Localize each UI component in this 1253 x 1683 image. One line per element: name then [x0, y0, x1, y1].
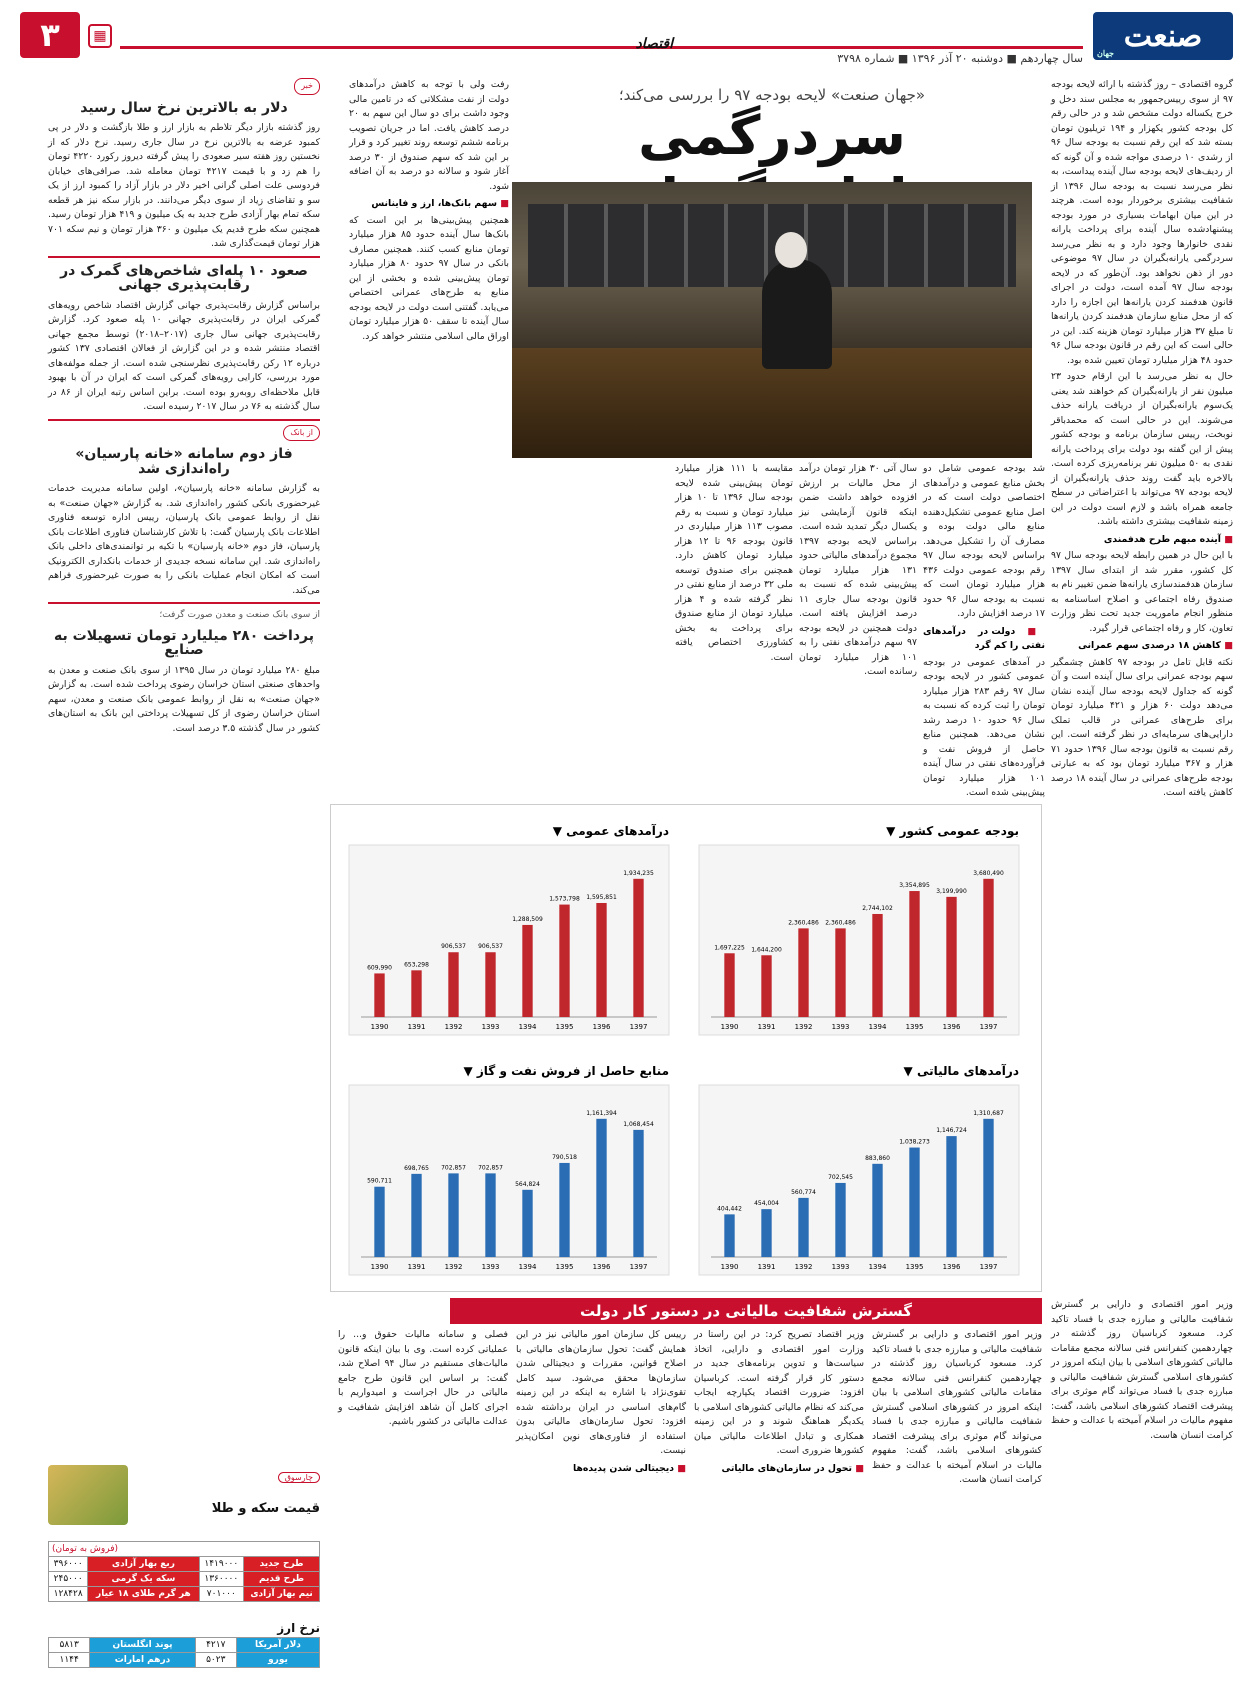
tick-label: 1395 — [555, 1263, 574, 1271]
bottom-col-c: رییس کل سازمان امور مالیاتی نیز در این همایش گفت: تحول سازمان‌های مالیاتی با اصلاح قوانین، مقررات و دیجیتالی شدن سازمان‌ها محقق می‌شود. سید کامل تقوی‌نژاد با اشاره به اینکه در این زمینه گام‌های اساسی در ایران برداشته شده افزود: تحول سازمان‌های مالیاتی بدون استفاده از فناوری‌های نوین امکان‌پذیر نیست. ■ دیجیتالی شدن پدیده‌ها — [516, 1328, 686, 1673]
price-label: نیم بهار آزادی — [244, 1587, 320, 1602]
chart-bar — [946, 897, 956, 1017]
tick-label: 1390 — [370, 1263, 389, 1271]
chart-bar — [946, 1136, 956, 1257]
chart-bar — [909, 891, 919, 1017]
chart-bar — [522, 925, 532, 1017]
money-image — [48, 1465, 128, 1525]
price-row — [49, 1587, 320, 1602]
chart-bar — [411, 970, 421, 1017]
article-col-4: مقایسه با ۱۱۱ هزار میلیارد تومان پیش‌بینی شده لایحه بودجه سال ۱۳۹۶ تا ۱۰ هزار میلیارد تومان و نسبت به رقم مصوب ۱۱۳ هزار میلیاردی در قانون بودجه ۹۶ تا ۱۲ هزار میلیارد تومان کاهش دارد. همچنین برای صندوق توسعه ملی ۳۲ درصد از منابع نفتی در نظر گرفته شده و ۴ هزار میلیارد تومان از منابع صندوق برای پرداخت به بخش کشاورزی اختصاص یافته است. — [675, 463, 793, 663]
tick-label: 1393 — [481, 1263, 500, 1271]
chart-bar — [559, 1163, 569, 1257]
data-label: 590,711 — [367, 1177, 392, 1185]
tick-label: 1391 — [407, 1263, 426, 1271]
tick-label: 1394 — [868, 1023, 887, 1031]
tick-label: 1396 — [942, 1023, 961, 1031]
chart-plot-area — [349, 845, 669, 1035]
data-label: 2,360,486 — [825, 919, 856, 927]
chart-plot-area — [699, 1085, 1019, 1275]
masthead-rule — [120, 46, 1083, 49]
coin-title: قیمت سکه و طلا — [211, 1501, 320, 1516]
data-label: 1,934,235 — [623, 869, 654, 877]
article-col-5: رفت ولی با توجه به کاهش درآمدهای دولت از نفت مشکلاتی که در تامین مالی وجود داشت برای دو سال این سهم به ۲۰ درصد کاهش یافت. اما در جریان تصویب برنامه ششم توسعه روند تغییر کرد و قرار بر این شد که سهم صندوق از ۳۰ درصد آغاز شود و سالانه دو درصد به آن اضافه شود. ■ سهم بانک‌ها، ارز و فاینانس همچنین پیش‌بینی‌ها بر این است که بانک‌ها سال آینده حدود ۸۵ هزار میلیارد تومان منابع کسب کنند. همچنین مصارف بانکی در سال ۹۷ حدود ۸۰ هزار میلیارد تومان پیش‌بینی شده و بخشی از این منابع به طرح‌های عمرانی اختصاص می‌یابد. گفتنی است دولت در لایحه بودجه سال آینده تا سقف ۵۰ هزار میلیارد تومان اوراق مالی اسلامی منتشر خواهد کرد. — [349, 78, 509, 788]
data-label: 3,680,490 — [973, 869, 1004, 877]
data-label: 1,146,724 — [936, 1127, 967, 1135]
data-label: 564,824 — [515, 1180, 540, 1188]
data-label: 653,298 — [404, 961, 429, 969]
bottom-col-a: وزیر امور اقتصادی و دارایی بر گسترش شفافیت مالیاتی و مبارزه جدی با فساد تاکید کرد. مسعود کرباسیان روز گذشته در چهاردهمین کنفرانس فنی سالانه مجمع مقامات مالیاتی کشورهای اسلامی با بیان اینکه امروز در کشورهای اسلامی گسترش شفافیت مالیاتی و مبارزه جدی با فساد می‌تواند گام موثری برای پیشرفت اقتصاد کشورهای اسلامی باشد، گفت: مفهوم مالیات در اسلام آمیخته با عدالت و حفظ کرامت انسان هاست. — [872, 1329, 1042, 1485]
bottom-article — [330, 1298, 1042, 1678]
news3-title[interactable]: فاز دوم سامانه «خانه پارسیان» راه‌اندازی شد — [75, 446, 293, 477]
chart-bar — [983, 879, 993, 1017]
masthead — [20, 8, 1233, 70]
data-label: 702,545 — [828, 1173, 853, 1181]
bottom-col-b: وزیر اقتصاد تصریح کرد: در این راستا در وزارت امور اقتصادی و دارایی، اتخاذ سیاست‌ها و تدوین برنامه‌های جدید در دستور کار قرار گرفته است. کرباسیان افزود: ضرورت اقتصاد یکپارچه ایجاب می‌کند که نظام مالیاتی کشورهای اسلامی با یکدیگر هماهنگ شوند و در این زمینه همکاری و تبادل اطلاعات مالیاتی میان کشورها ضروری است. ■ تحول در سازمان‌های مالیاتی — [694, 1328, 864, 1673]
price-value: ۵۰۲۳ — [195, 1653, 236, 1668]
chart-title: درآمدهای عمومی ▼ — [552, 824, 669, 838]
market-box — [48, 1465, 320, 1675]
chart-bar — [798, 928, 808, 1017]
tick-label: 1396 — [592, 1263, 611, 1271]
chart-title: منابع حاصل از فروش نفت و گاز ▼ — [463, 1064, 669, 1078]
price-value: ۱۳۶۰۰۰۰ — [199, 1572, 244, 1587]
news2-title[interactable]: صعود ۱۰ پله‌ای شاخص‌های گمرک در رقابت‌پذیری جهانی — [60, 262, 308, 293]
data-label: 906,537 — [478, 943, 503, 951]
price-value: ۷۰۱۰۰۰ — [199, 1587, 244, 1602]
chart-bar — [559, 905, 569, 1017]
price-label: هر گرم طلای ۱۸ عیار — [88, 1587, 199, 1602]
tick-label: 1393 — [831, 1023, 850, 1031]
tick-label: 1392 — [794, 1263, 813, 1271]
chart-bar — [724, 953, 734, 1017]
data-label: 906,537 — [441, 943, 466, 951]
data-label: 1,068,454 — [623, 1120, 654, 1128]
page-number: ۳ — [20, 12, 80, 58]
chart-bar — [374, 973, 384, 1017]
news3-body: به گزارش سامانه «خانه پارسیان»، اولین سامانه مدیریت خدمات غیرحضوری بانکی کشور راه‌اندازی شد. به گزارش «جهان صنعت» به نقل از روابط عمومی بانک پارسیان، رییس اداره توسعه فناوری اطلاعات بانک پارسیان گفت: با تلاش کارشناسان فناوری اطلاعات بانک پارسیان، فاز دوم «خانه پارسیان» با تکیه بر توانمندی‌های داخلی بانک راه‌اندازی شد. این سامانه نسخه جدیدی از خدمات بانکداری الکترونیک است که امکان انجام عملیات بانکی را به صورت غیرحضوری فراهم می‌کند. — [48, 483, 320, 596]
chart-bar — [798, 1198, 808, 1257]
price-value: ۱۲۸۴۲۸ — [49, 1587, 88, 1602]
tick-label: 1395 — [555, 1023, 574, 1031]
data-label: 1,595,851 — [586, 893, 617, 901]
data-label: 702,857 — [478, 1164, 503, 1172]
data-label: 790,518 — [552, 1153, 577, 1161]
price-label: طرح جدید — [244, 1557, 320, 1572]
tick-label: 1394 — [518, 1023, 537, 1031]
price-row — [49, 1638, 320, 1653]
bank-tag: از بانک — [283, 425, 320, 442]
data-label: 1,573,798 — [549, 895, 580, 903]
price-value: ۵۸۱۳ — [49, 1638, 90, 1653]
fx-table — [48, 1637, 320, 1668]
price-label: یورو — [236, 1653, 319, 1668]
price-label: دلار آمریکا — [236, 1638, 319, 1653]
headline-kicker: «جهان صنعت» لایحه بودجه ۹۷ را بررسی می‌کند؛ — [618, 86, 926, 104]
tick-label: 1392 — [444, 1263, 463, 1271]
market-tag: چارسوق — [278, 1472, 320, 1483]
chart-bar — [909, 1148, 919, 1257]
chart-bar — [633, 879, 643, 1017]
data-label: 1,310,687 — [973, 1109, 1004, 1117]
price-label: طرح قدیم — [244, 1572, 320, 1587]
chart-bar — [374, 1187, 384, 1257]
data-label: 1,697,225 — [714, 944, 745, 952]
price-value: ۱۱۴۴ — [49, 1653, 90, 1668]
data-label: 3,354,895 — [899, 882, 930, 890]
chart-bar — [872, 1164, 882, 1257]
news-tag: خبر — [294, 78, 320, 95]
data-label: 1,161,394 — [586, 1109, 617, 1117]
data-label: 609,990 — [367, 964, 392, 972]
chart-title: درآمدهای مالیاتی ▼ — [903, 1064, 1019, 1078]
tick-label: 1397 — [629, 1023, 648, 1031]
chart-bar — [761, 955, 771, 1017]
chart-bar — [522, 1190, 532, 1257]
tick-label: 1394 — [518, 1263, 537, 1271]
tick-label: 1391 — [757, 1263, 776, 1271]
bottom-headline[interactable]: گسترش شفافیت مالیاتی در دستور کار دولت — [450, 1298, 1042, 1324]
data-label: 1,288,509 — [512, 915, 543, 923]
news4-kicker: از سوی بانک صنعت و معدن صورت گرفت؛ — [159, 610, 320, 620]
left-sidebar — [48, 78, 320, 1458]
tick-label: 1392 — [794, 1023, 813, 1031]
chart-bar — [485, 1173, 495, 1257]
news4-title[interactable]: پرداخت ۲۸۰ میلیارد تومان تسهیلات به صنایع — [54, 627, 314, 658]
data-label: 2,360,486 — [788, 919, 819, 927]
chart-plot-area — [349, 1085, 669, 1275]
chart-bar — [485, 952, 495, 1017]
article-col-3: سال آتی ۳۰ هزار تومان درآمد از محل مالیات بر ارزش افزوده خواهد داشت ضمن اینکه قانون آزمایشی نیز یکسال دیگر تمدید شده است. براساس لایحه بودجه ۱۳۹۷ مجموع درآمدهای مالیاتی حدود ۱۳۱ هزار میلیارد تومان پیش‌بینی شده که نسبت به قانون بودجه سال جاری ۱۱ درصد افزایش یافته است. دولت همچنین در لایحه بودجه ۹۷ سهم درآمدهای نفتی را به ۱۰۱ هزار میلیارد تومان رسانده است. — [799, 463, 917, 677]
chart-bar — [448, 952, 458, 1017]
data-label: 2,744,102 — [862, 904, 893, 912]
newspaper-logo[interactable]: صنعت جهان — [1093, 12, 1233, 60]
charts-panel — [330, 804, 1042, 1292]
price-value: ۲۴۵۰۰۰ — [49, 1572, 88, 1587]
main-photo — [512, 182, 1032, 458]
price-label: ربع بهار آزادی — [88, 1557, 199, 1572]
article-col-1: گروه اقتصادی – روز گذشته با ارائه لایحه بودجه ۹۷ از سوی رییس‌جمهور به مجلس سند دخل و خرج یکساله دولت مشخص شد و در حالی رقم کل بودجه کشور یکهزار و ۱۹۴ تریلیون تومان بسته شد که این رقم نسبت به بودجه سال ۹۶ از رشدی ۱۰ درصدی مواجه شده و آن گونه که از ردیف‌های لایحه بودجه سال آینده پیداست، به نظر می‌رسد نسبت به بودجه سال ۱۳۹۶ از شفافیت بیشتری برخوردار بوده است. هرچند در این میان ابهامات بسیاری در مورد بودجه پیشنهادشده سال آینده برای پرداخت یارانه نقدی خانوارها وجود دارد و به نظر می‌رسد سردرگمی یارانه‌بگیران در سال ۹۷ موضوعی دور از ذهن نخواهد بود. آن‌طور که در لایحه بودجه سال ۹۷ آمده است، دولت در اجرای قانون هدفمند کردن یارانه‌ها این اجازه را دارد که از محل منابع سازمان هدفمند کردن یارانه‌ها تا مبلغ ۳۷ هزار میلیارد تومان هزینه کند. این در حالی است که این رقم در قانون بودجه سال ۹۶ حدود ۴۸ هزار میلیارد تومان تعیین شده بود. حال به نظر می‌رسد با این ارقام حدود ۲۳ میلیون نفر از یارانه‌بگیران کم خواهند شد یعنی یک‌سوم یارانه‌بگیران از دریافت یارانه حذف می‌شوند. این در حالی است که محمدباقر نوبخت، رییس سازمان برنامه و بودجه کشور پیش از این گفته بود دولت برای پرداخت یارانه نقدی به ۵۰ میلیون نفر برنامه‌ریزی کرده است. بالاخره باید گفت روند حذف یارانه‌بگیران از لایحه بودجه ۹۷ می‌تواند با اعتراضاتی در سطح جامعه همراه باشد و لازم است دولت در این زمینه شفافیت بیشتری داشته باشد. ■ آینده مبهم طرح هدفمندی با این حال در همین رابطه لایحه بودجه سال ۹۷ کل کشور، مقرر شد از ابتدای سال ۱۳۹۷ سازمان هدفمندسازی یارانه‌ها ضمن تغییر نام به صندوق رفاه اجتماعی و اصلاح اساسنامه به منظور انجام ماموریت جدید تحت نظر وزارت تعاون، کار و رفاه اجتماعی قرار گیرد. ■ کاهش ۱۸ درصدی سهم عمرانی نکته قابل تامل در بودجه ۹۷ کاهش چشمگیر سهم بودجه عمرانی برای سال آینده است و آن گونه که جداول لایحه بودجه سال آینده نشان می‌دهد دولت ۶۰ هزار و ۴۲۱ میلیارد تومان برای طرح‌های عمرانی در قالب تملک دارایی‌های سرمایه‌ای در نظر گرفته است. این رقم نسبت به قانون بودجه سال ۱۳۹۶ حدود ۷۱ هزار و ۳۶۷ میلیارد تومان بود که به عبارتی بودجه طرح‌های عمرانی در سال آینده ۱۸ درصد کاهش یافته است. — [1051, 78, 1233, 1288]
data-label: 454,004 — [754, 1200, 779, 1208]
chart-bar — [835, 928, 845, 1017]
chart-bar — [448, 1173, 458, 1257]
price-label: درهم امارات — [90, 1653, 195, 1668]
tick-label: 1395 — [905, 1263, 924, 1271]
chart-bar — [835, 1183, 845, 1257]
price-label: سکه یک گرمی — [88, 1572, 199, 1587]
price-value: ۳۹۶۰۰۰ — [49, 1557, 88, 1572]
charts-svg — [329, 805, 1041, 1293]
price-row — [49, 1572, 320, 1587]
price-row — [49, 1653, 320, 1668]
tick-label: 1395 — [905, 1023, 924, 1031]
calculator-icon: ▦ — [88, 24, 112, 48]
bottom-col-d: فصلی و سامانه مالیات حقوق و... را عملیاتی کرده است. وی با بیان اینکه قانون مالیات‌های مستقیم در سال ۹۴ اصلاح شد، گفت: بر اساس این قانون طرح جامع مالیاتی در حال اجراست و امیدواریم با اجرای کامل آن شاهد افزایش شفافیت و عدالت مالیاتی در کشور باشیم. — [338, 1329, 509, 1427]
tick-label: 1393 — [481, 1023, 500, 1031]
chart-bar — [872, 914, 882, 1017]
chart-bar — [633, 1130, 643, 1257]
data-label: 883,860 — [865, 1154, 890, 1162]
chart-bar — [724, 1214, 734, 1257]
chart-bar — [596, 1119, 606, 1257]
tick-label: 1391 — [757, 1023, 776, 1031]
price-row — [49, 1557, 320, 1572]
tick-label: 1394 — [868, 1263, 887, 1271]
tick-label: 1397 — [979, 1023, 998, 1031]
issue-info: سال چهاردهم ■ دوشنبه ۲۰ آذر ۱۳۹۶ ■ شماره ۳۷۹۸ — [837, 52, 1083, 65]
tick-label: 1396 — [592, 1023, 611, 1031]
price-value: ۱۴۱۹۰۰۰ — [199, 1557, 244, 1572]
data-label: 560,774 — [791, 1188, 816, 1196]
data-label: 698,765 — [404, 1164, 429, 1172]
news4-body: مبلغ ۲۸۰ میلیارد تومان در سال ۱۳۹۵ از سوی بانک صنعت و معدن به واحدهای صنعتی استان خراسان رضوی پرداخت شده است. به گزارش «جهان صنعت» به نقل از روابط عمومی بانک صنعت و معدن، سهم استان خراسان رضوی از کل تسهیلات پرداختی این بانک به استان‌های کشور در سال گذشته ۳.۵ درصد است. — [48, 664, 320, 734]
data-label: 1,038,273 — [899, 1138, 930, 1146]
data-label: 3,199,990 — [936, 887, 967, 895]
data-label: 404,442 — [717, 1205, 742, 1213]
article-col-2: شد بودجه عمومی شامل دو بخش منابع عمومی و درآمدهای اختصاصی دولت است که در اصل منابع عمومی تشکیل‌دهنده منابع مالی دولت بوده و مصارف آن را تشکیل می‌دهد. براساس لایحه بودجه سال ۹۷ رقم بودجه عمومی دولت ۴۳۶ هزار میلیارد تومان است که نسبت به بودجه سال ۹۶ حدود ۱۷ درصد افزایش دارد. ■ دولت در درآمدهای نفتی را کم گرد در آمدهای عمومی در بودجه عمومی کشور در لایحه بودجه سال ۹۷ رقم ۲۸۳ هزار میلیارد تومان را ثبت کرده که نسبت به سال ۹۶ حدود ۱۰ درصد رشد نشان می‌دهد. همچنین منابع حاصل از فروش نفت و فرآورده‌های نفتی در سال آینده ۱۰۱ هزار میلیارد تومان پیش‌بینی شده است. — [923, 462, 1045, 788]
data-label: 1,644,200 — [751, 946, 782, 954]
chart-bar — [983, 1119, 993, 1257]
news1-body: روز گذشته بازار دیگر تلاطم به بازار ارز و طلا بازگشت و دلار در پی کمبود عرضه به بالاترین نرخ در سال جاری رسید. نرخ دلار که از نخستین روز هفته سیر صعودی را پیش گرفته دیروز رکورد ۴۲۲۰ تومان را هم زد و با قیمت ۴۲۱۷ تومان معامله شد. صرافی‌های خیابان فردوسی علت اصلی گرانی اخیر دلار در بازار آزاد را کمبود ارز از یک سو و تقاضای زیاد از سوی دیگر می‌دانند. در بازار سکه نیز هر قطعه سکه تمام بهار آزادی طرح جدید به یک میلیون و ۴۱۹ هزار تومان رسید. همچنین سکه طرح قدیم یک میلیون و ۳۶۰ هزار تومان و نیم سکه ۷۰۱ هزار تومان قیمت‌گذاری شد. — [48, 122, 321, 249]
tick-label: 1396 — [942, 1263, 961, 1271]
news1-title[interactable]: دلار به بالاترین نرخ سال رسید — [80, 99, 288, 116]
tick-label: 1393 — [831, 1263, 850, 1271]
coin-table: (فروش به تومان) طرح جدید ۱۴۱۹۰۰۰ ربع بهار آزادی ۳۹۶۰۰۰ طرح قدیم ۱۳۶۰۰۰۰ سکه یک گرمی ۲۴۵۰۰۰ نیم بهار آزادی ۷۰۱۰۰۰ هر گرم طلای ۱۸ عیار ۱۲۸۴۲۸ — [48, 1541, 320, 1602]
chart-bar — [596, 903, 606, 1017]
tick-label: 1392 — [444, 1023, 463, 1031]
news2-body: براساس گزارش رقابت‌پذیری جهانی گزارش اقتصاد شاخص رویه‌های گمرکی ایران در رقابت‌پذیری جهانی ۱۰ پله صعود کرد. گزارش رقابت‌پذیری جهانی سال جاری (۲۰۱۷–۲۰۱۸) توسط مجمع جهانی اقتصاد منتشر شده و در این گزارش از فعالان اقتصادی ۱۳۷ کشور درباره ۱۲ رکن رقابت‌پذیری نظرسنجی شده است. از جمله مولفه‌های مورد بررسی، کارایی رویه‌های گمرکی است که ایران در آن با بهبود قابل ملاحظه‌ای روبه‌رو بوده است. براین اساس رتبه ایران از ۸۶ در سال گذشته به ۷۶ در سال ۲۰۱۷ رسیده است. — [48, 299, 320, 412]
tick-label: 1390 — [370, 1023, 389, 1031]
tick-label: 1391 — [407, 1023, 426, 1031]
main-headline: سردرگمی — [638, 104, 906, 167]
fx-title: نرخ ارز — [277, 1621, 320, 1635]
tick-label: 1397 — [629, 1263, 648, 1271]
tick-label: 1397 — [979, 1263, 998, 1271]
chart-bar — [761, 1209, 771, 1257]
tick-label: 1390 — [720, 1263, 739, 1271]
price-value: ۴۲۱۷ — [195, 1638, 236, 1653]
chart-plot-area — [699, 845, 1019, 1035]
chart-bar — [411, 1174, 421, 1257]
section-title: اقتصاد — [635, 36, 673, 52]
chart-title: بودجه عمومی کشور ▼ — [886, 824, 1019, 838]
data-label: 702,857 — [441, 1164, 466, 1172]
price-label: پوند انگلستان — [90, 1638, 195, 1653]
tick-label: 1390 — [720, 1023, 739, 1031]
bottom-right-col: وزیر امور اقتصادی و دارایی بر گسترش شفافیت مالیاتی و مبارزه جدی با فساد تاکید کرد. مسعود کرباسیان روز گذشته در چهاردهمین کنفرانس فنی سالانه مجمع مقامات مالیاتی کشورهای اسلامی با بیان اینکه امروز در کشورهای اسلامی گسترش شفافیت مالیاتی و مبارزه جدی با فساد می‌تواند گام موثری برای پیشرفت اقتصاد کشورهای اسلامی باشد، گفت: مفهوم مالیات در اسلام آمیخته با عدالت و حفظ کرامت انسان هاست. — [1051, 1299, 1233, 1441]
